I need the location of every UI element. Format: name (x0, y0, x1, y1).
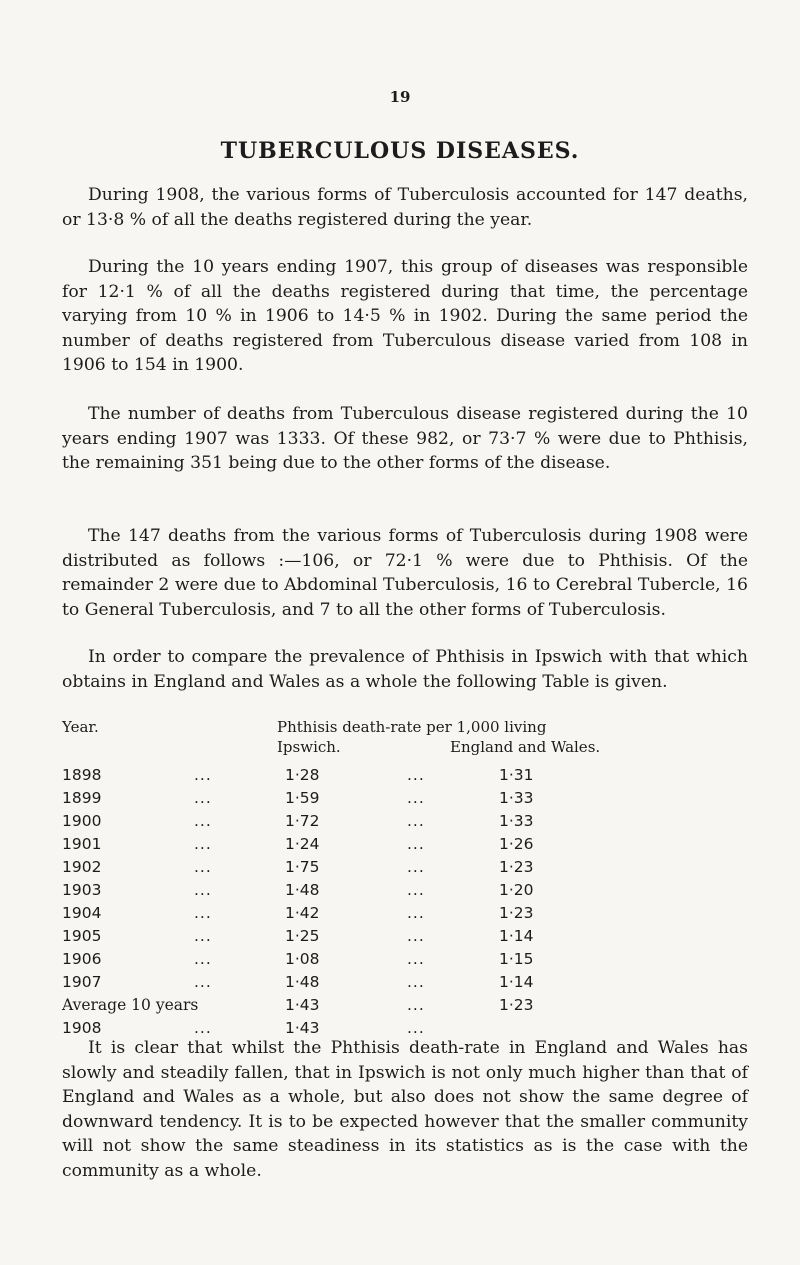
cell-england-wales: 1·33 (499, 789, 534, 807)
leader-dots: ... (194, 835, 212, 853)
cell-england-wales: 1·33 (499, 812, 534, 830)
page-number: 19 (389, 88, 411, 106)
cell-ipswich: 1·43 (285, 996, 320, 1014)
leader-dots: ... (194, 858, 212, 876)
leader-dots: ... (407, 789, 425, 807)
cell-england-wales: 1·23 (499, 996, 534, 1014)
cell-england-wales: 1·15 (499, 950, 534, 968)
table-row (62, 835, 748, 858)
leader-dots: ... (407, 881, 425, 899)
leader-dots: ... (194, 950, 212, 968)
leader-dots: ... (407, 904, 425, 922)
paragraph-1: During 1908, the various forms of Tuberculosis accounted for 147 deaths, or 13·8 % of all the deaths registered during the year. (62, 185, 748, 230)
leader-dots: ... (194, 881, 212, 899)
leader-dots: ... (194, 927, 212, 945)
cell-ipswich: 1·28 (285, 766, 320, 784)
leader-dots: ... (407, 835, 425, 853)
cell-england-wales: 1·20 (499, 881, 534, 899)
leader-dots: ... (407, 812, 425, 830)
cell-year: 1902 (62, 858, 102, 876)
table-row (62, 812, 748, 835)
table-row (62, 904, 748, 927)
table-body (62, 766, 748, 1042)
cell-ipswich: 1·72 (285, 812, 320, 830)
table-row (62, 973, 748, 996)
header-ipswich: Ipswich. (277, 738, 341, 756)
cell-ipswich: 1·25 (285, 927, 320, 945)
paragraph-5: In order to compare the prevalence of Phthisis in Ipswich with that which obtains in England and Wales as a whole the following Table is given. (62, 647, 748, 692)
cell-year: 1905 (62, 927, 102, 945)
leader-dots: ... (407, 973, 425, 991)
cell-year: 1901 (62, 835, 102, 853)
cell-year: 1899 (62, 789, 102, 807)
cell-ipswich: 1·48 (285, 973, 320, 991)
cell-year: 1900 (62, 812, 102, 830)
cell-year: 1898 (62, 766, 102, 784)
phthisis-death-rate-table (62, 714, 748, 1042)
cell-england-wales: 1·23 (499, 858, 534, 876)
cell-year: 1904 (62, 904, 102, 922)
cell-england-wales: 1·31 (499, 766, 534, 784)
cell-ipswich: 1·43 (285, 1019, 320, 1037)
cell-year: 1908 (62, 1019, 102, 1037)
cell-year: 1903 (62, 881, 102, 899)
cell-ipswich: 1·48 (285, 881, 320, 899)
cell-ipswich: 1·24 (285, 835, 320, 853)
paragraph-6: It is clear that whilst the Phthisis death-rate in England and Wales has slowly and steadily fallen, that in Ipswich is not only much higher than that of England and Wales as a whole, but also does not show the same degree of downward tendency. It is to be expected however that the smaller community will not show the same steadiness in its statistics as is the case with the community as a whole. (62, 1038, 748, 1181)
cell-england-wales: 1·26 (499, 835, 534, 853)
table-row (62, 927, 748, 950)
table-row (62, 881, 748, 904)
leader-dots: ... (407, 927, 425, 945)
cell-year: 1906 (62, 950, 102, 968)
leader-dots: ... (194, 904, 212, 922)
cell-year: 1907 (62, 973, 102, 991)
leader-dots: ... (194, 973, 212, 991)
paragraph-4: The 147 deaths from the various forms of Tuberculosis during 1908 were distributed as follows :—106, or 72·1 % were due to Phthisis. Of the remainder 2 were due to Abdominal Tuberculosis, 16 to Cerebral Tubercle, 16 to General Tuberculosis, and 7 to all the other forms of Tuberculosis. (62, 526, 748, 620)
table-row (62, 996, 748, 1019)
cell-ipswich: 1·75 (285, 858, 320, 876)
cell-ipswich: 1·59 (285, 789, 320, 807)
leader-dots: ... (194, 766, 212, 784)
leader-dots: ... (407, 1019, 425, 1037)
leader-dots: ... (407, 996, 425, 1014)
section-title: TUBERCULOUS DISEASES. (220, 138, 580, 164)
cell-england-wales: 1·14 (499, 927, 534, 945)
cell-england-wales: 1·14 (499, 973, 534, 991)
table-header (62, 714, 748, 760)
cell-ipswich: 1·08 (285, 950, 320, 968)
leader-dots: ... (407, 766, 425, 784)
leader-dots: ... (194, 789, 212, 807)
header-england-wales: England and Wales. (450, 738, 601, 756)
cell-year: Average 10 years (62, 996, 199, 1014)
leader-dots: ... (194, 812, 212, 830)
leader-dots: ... (194, 1019, 212, 1037)
table-row (62, 789, 748, 812)
leader-dots: ... (407, 950, 425, 968)
leader-dots: ... (407, 858, 425, 876)
paragraph-2: During the 10 years ending 1907, this group of diseases was responsible for 12·1 % of all the deaths registered during that time, the percentage varying from 10 % in 1906 to 14·5 % in 1902. During the same period the number of deaths registered from Tuberculous disease varied from 108 in 1906 to 154 in 1900. (62, 257, 748, 375)
cell-england-wales: 1·23 (499, 904, 534, 922)
table-row (62, 766, 748, 789)
header-death-rate: Phthisis death-rate per 1,000 living (277, 718, 547, 736)
paragraph-3: The number of deaths from Tuberculous disease registered during the 10 years ending 1907 was 1333. Of these 982, or 73·7 % were due to Phthisis, the remaining 351 being due to the other forms of the disease. (62, 404, 748, 473)
table-row (62, 858, 748, 881)
cell-ipswich: 1·42 (285, 904, 320, 922)
header-year: Year. (62, 718, 99, 736)
table-row (62, 950, 748, 973)
